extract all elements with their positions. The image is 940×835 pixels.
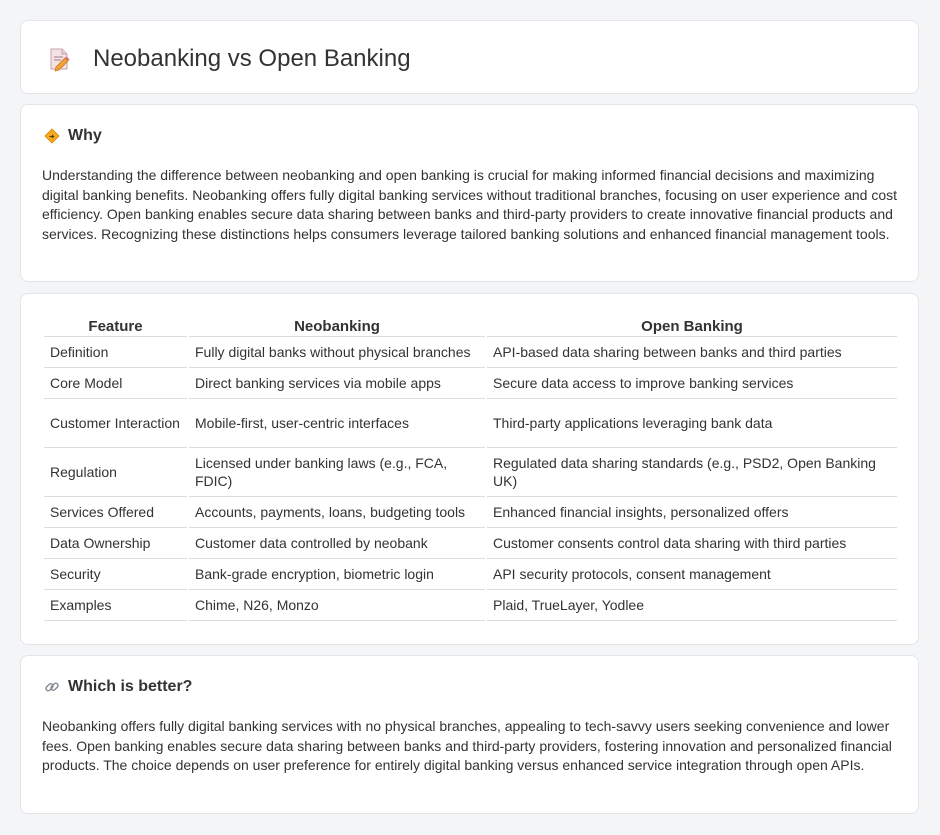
comparison-card <box>20 293 919 645</box>
why-heading: Why <box>68 127 102 144</box>
header-open-banking: Open Banking <box>487 317 897 337</box>
feature-cell: Customer Interaction <box>44 399 187 448</box>
better-heading: Which is better? <box>68 678 193 695</box>
table-row <box>44 337 897 368</box>
page-title: Neobanking vs Open Banking <box>93 45 411 72</box>
diamond-sign-icon <box>44 128 60 144</box>
table-row <box>44 448 897 497</box>
open-banking-cell: API security protocols, consent management <box>487 559 897 590</box>
table-header-row <box>44 317 897 337</box>
why-paragraph: Understanding the difference between neobanking and open banking is crucial for making informed financial decisions and maximizing digital banking benefits. Neobanking offers fully digital banking services without traditional branches, focusing on user experience and cost efficiency. Open banking enables secure data sharing between banks and third-party providers to create innovative financial products and services. Recognizing these distinctions helps consumers leverage tailored banking solutions and enhanced financial management tools. <box>42 167 898 242</box>
neobanking-cell: Licensed under banking laws (e.g., FCA, FDIC) <box>189 448 485 497</box>
table-row <box>44 559 897 590</box>
neobanking-cell: Customer data controlled by neobank <box>189 528 485 559</box>
feature-cell: Examples <box>44 590 187 621</box>
why-card <box>20 104 919 282</box>
feature-cell: Definition <box>44 337 187 368</box>
which-better-card <box>20 655 919 814</box>
neobanking-cell: Chime, N26, Monzo <box>189 590 485 621</box>
neobanking-cell: Direct banking services via mobile apps <box>189 368 485 399</box>
table-row <box>44 590 897 621</box>
open-banking-cell: Third-party applications leveraging bank data <box>487 399 897 448</box>
feature-cell: Regulation <box>44 448 187 497</box>
open-banking-cell: Customer consents control data sharing with third parties <box>487 528 897 559</box>
link-icon <box>44 679 60 695</box>
better-paragraph: Neobanking offers fully digital banking services with no physical branches, appealing to tech-savvy users seeking convenience and lower fees. Open banking enables secure data sharing between banks and third-party providers, fostering innovation and personalized financial products. The choice depends on user preference for entirely digital banking versus enhanced service integration through open APIs. <box>42 718 892 774</box>
open-banking-cell: API-based data sharing between banks and third parties <box>487 337 897 368</box>
neobanking-cell: Bank-grade encryption, biometric login <box>189 559 485 590</box>
comparison-table <box>42 317 899 621</box>
better-heading-row <box>44 678 192 696</box>
table-row <box>44 528 897 559</box>
feature-cell: Data Ownership <box>44 528 187 559</box>
open-banking-cell: Enhanced financial insights, personalized offers <box>487 497 897 528</box>
neobanking-cell: Fully digital banks without physical branches <box>189 337 485 368</box>
header-neobanking: Neobanking <box>189 317 485 337</box>
open-banking-cell: Regulated data sharing standards (e.g., PSD2, Open Banking UK) <box>487 448 897 497</box>
document-pencil-icon <box>46 46 72 72</box>
open-banking-cell: Plaid, TrueLayer, Yodlee <box>487 590 897 621</box>
open-banking-cell: Secure data access to improve banking services <box>487 368 897 399</box>
why-heading-row <box>44 127 102 145</box>
neobanking-cell: Accounts, payments, loans, budgeting tools <box>189 497 485 528</box>
feature-cell: Security <box>44 559 187 590</box>
feature-cell: Core Model <box>44 368 187 399</box>
feature-cell: Services Offered <box>44 497 187 528</box>
title-card <box>20 20 919 94</box>
table-row <box>44 368 897 399</box>
header-feature: Feature <box>44 317 187 337</box>
neobanking-cell: Mobile-first, user-centric interfaces <box>189 399 485 448</box>
title-row <box>46 45 411 73</box>
table-row <box>44 399 897 448</box>
table-row <box>44 497 897 528</box>
